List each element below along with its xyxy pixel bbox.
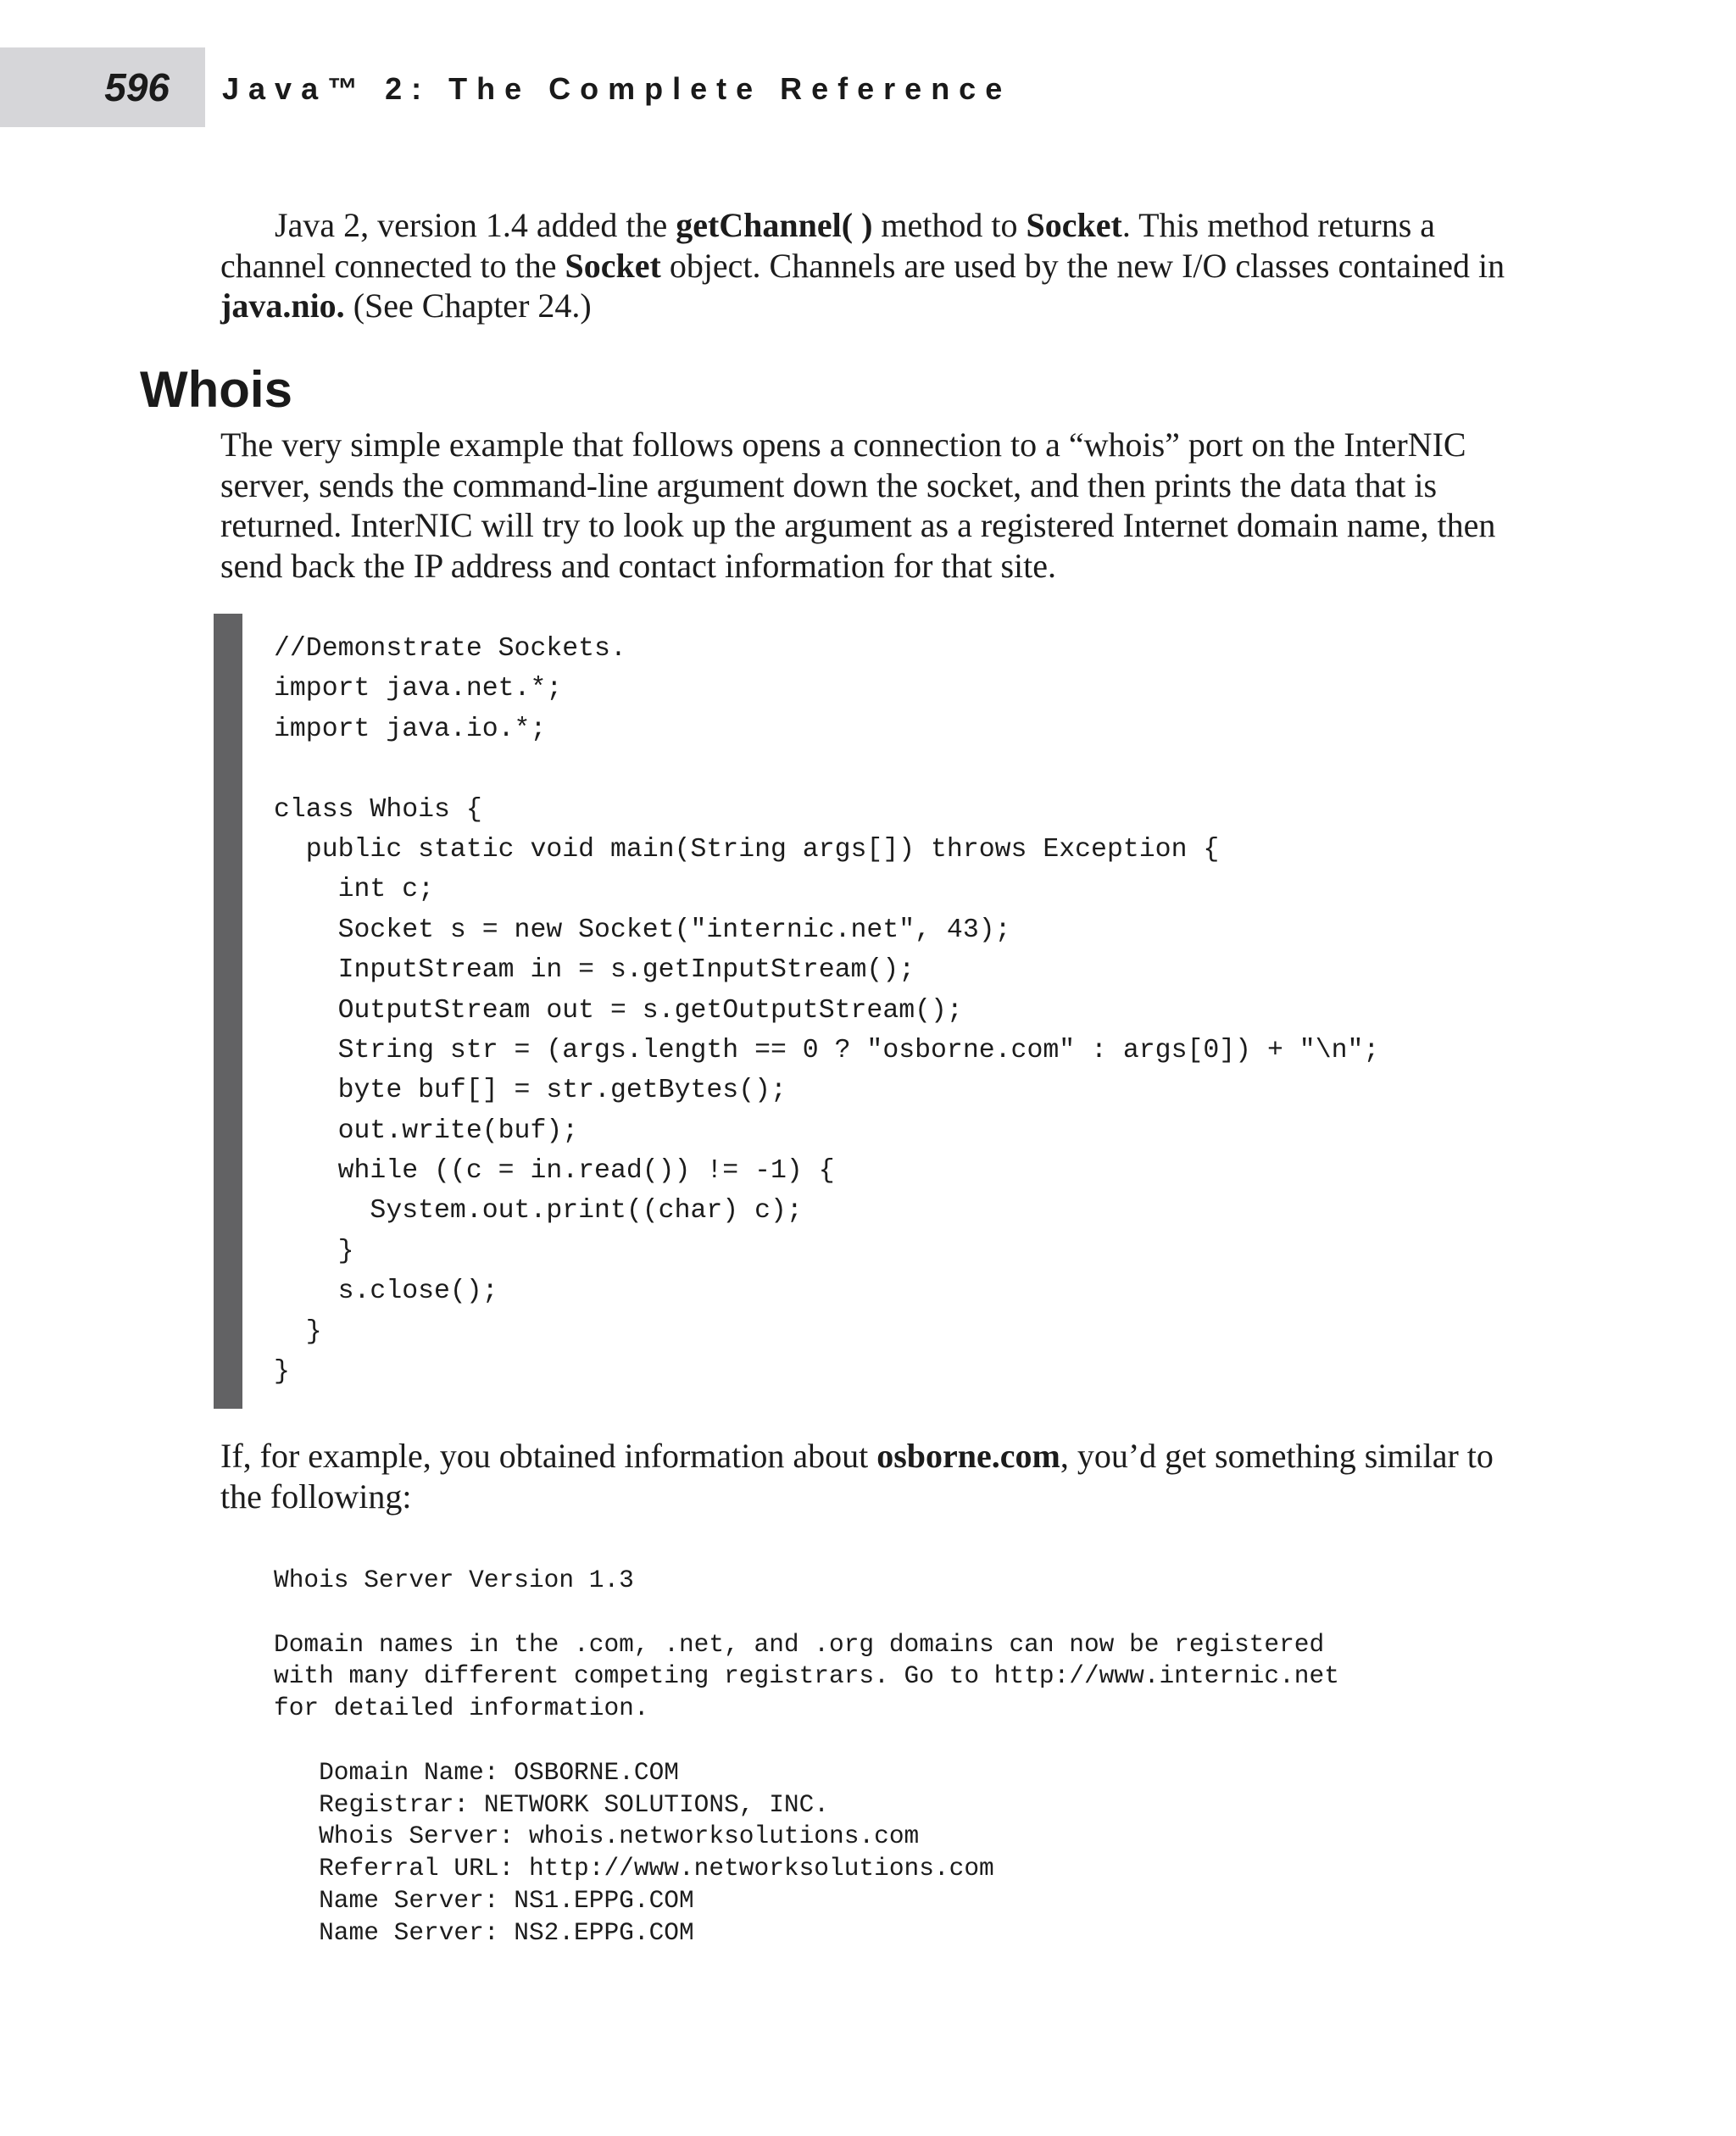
code-listing-bar bbox=[214, 614, 242, 1409]
code-line: byte buf[] = str.getBytes(); bbox=[274, 1076, 787, 1106]
intro-text-2: method to bbox=[872, 206, 1027, 244]
whois-paragraph: The very simple example that follows opens a connection to a “whois” port on the InterNIC server, sends the command-line argument down the socket, and then prints the data that is returned. InterNIC will try to look up the argument as a registered Internet domain name, then send back the IP address and contact information for that site. bbox=[220, 426, 1496, 585]
code-line: import java.net.*; bbox=[274, 674, 563, 704]
code-line: import java.io.*; bbox=[274, 714, 547, 744]
output-line bbox=[274, 1597, 1339, 1629]
running-title: Java™ 2: The Complete Reference bbox=[222, 71, 1012, 106]
intro-text-4: object. Channels are used by the new I/O classes contained in bbox=[660, 246, 1505, 285]
code-line: InputStream in = s.getInputStream(); bbox=[274, 955, 915, 986]
intro-code-term-socket-2: Socket bbox=[565, 246, 661, 285]
code-line: while ((c = in.read()) != -1) { bbox=[274, 1156, 835, 1187]
code-line: OutputStream out = s.getOutputStream(); bbox=[274, 995, 963, 1026]
code-line: } bbox=[274, 1236, 354, 1266]
output-line: Name Server: NS1.EPPG.COM bbox=[274, 1885, 694, 1915]
output-line: Domain names in the .com, .net, and .org domains can now be registered bbox=[274, 1629, 1325, 1659]
code-line: System.out.print((char) c); bbox=[274, 1196, 803, 1227]
code-line: } bbox=[274, 1357, 290, 1388]
code-line: out.write(buf); bbox=[274, 1115, 579, 1146]
output-line: with many different competing registrars. Go to http://www.internic.net bbox=[274, 1661, 1339, 1691]
example-term-osborne: osborne.com bbox=[876, 1437, 1060, 1475]
code-line: int c; bbox=[274, 875, 435, 905]
code-line: class Whois { bbox=[274, 794, 482, 825]
page-number-tab bbox=[0, 47, 205, 127]
sample-output-listing bbox=[274, 1565, 1339, 1950]
code-listing bbox=[274, 629, 1379, 1392]
output-line: Whois Server Version 1.3 bbox=[274, 1566, 634, 1594]
output-line: Whois Server: whois.networksolutions.com bbox=[274, 1822, 920, 1851]
example-paragraph bbox=[220, 1436, 1526, 1516]
code-line: String str = (args.length == 0 ? "osborne.com" : args[0]) + "\n"; bbox=[274, 1035, 1380, 1065]
intro-paragraph bbox=[220, 205, 1526, 326]
output-line bbox=[274, 1725, 1339, 1757]
section-heading: Whois bbox=[140, 361, 292, 418]
output-line: Referral URL: http://www.networksolutions.com bbox=[274, 1854, 994, 1883]
code-line: Socket s = new Socket("internic.net", 43); bbox=[274, 915, 1011, 945]
output-line: Domain Name: OSBORNE.COM bbox=[274, 1757, 679, 1787]
output-line: Name Server: NS2.EPPG.COM bbox=[274, 1917, 694, 1947]
intro-code-term-java-nio: java.nio. bbox=[220, 286, 345, 325]
output-line: Registrar: NETWORK SOLUTIONS, INC. bbox=[274, 1789, 830, 1819]
example-text-1: If, for example, you obtained information about bbox=[220, 1437, 877, 1475]
example-text-2: , you’d get something similar to the following: bbox=[220, 1437, 1494, 1516]
intro-text-3: . This method returns a channel connected to the bbox=[220, 206, 1436, 285]
code-line: } bbox=[274, 1316, 322, 1347]
page-number: 596 bbox=[104, 65, 170, 109]
output-line: for detailed information. bbox=[274, 1694, 649, 1723]
code-line: s.close(); bbox=[274, 1277, 498, 1307]
page-header bbox=[0, 47, 1736, 127]
intro-code-term-socket: Socket bbox=[1026, 206, 1122, 244]
intro-code-term-getchannel: getChannel( ) bbox=[676, 206, 873, 244]
intro-text-1: Java 2, version 1.4 added the bbox=[275, 206, 676, 244]
intro-text-5: (See Chapter 24.) bbox=[344, 286, 592, 325]
code-line bbox=[274, 749, 1379, 789]
code-line: public static void main(String args[]) throws Exception { bbox=[274, 834, 1220, 865]
code-line: //Demonstrate Sockets. bbox=[274, 634, 626, 664]
